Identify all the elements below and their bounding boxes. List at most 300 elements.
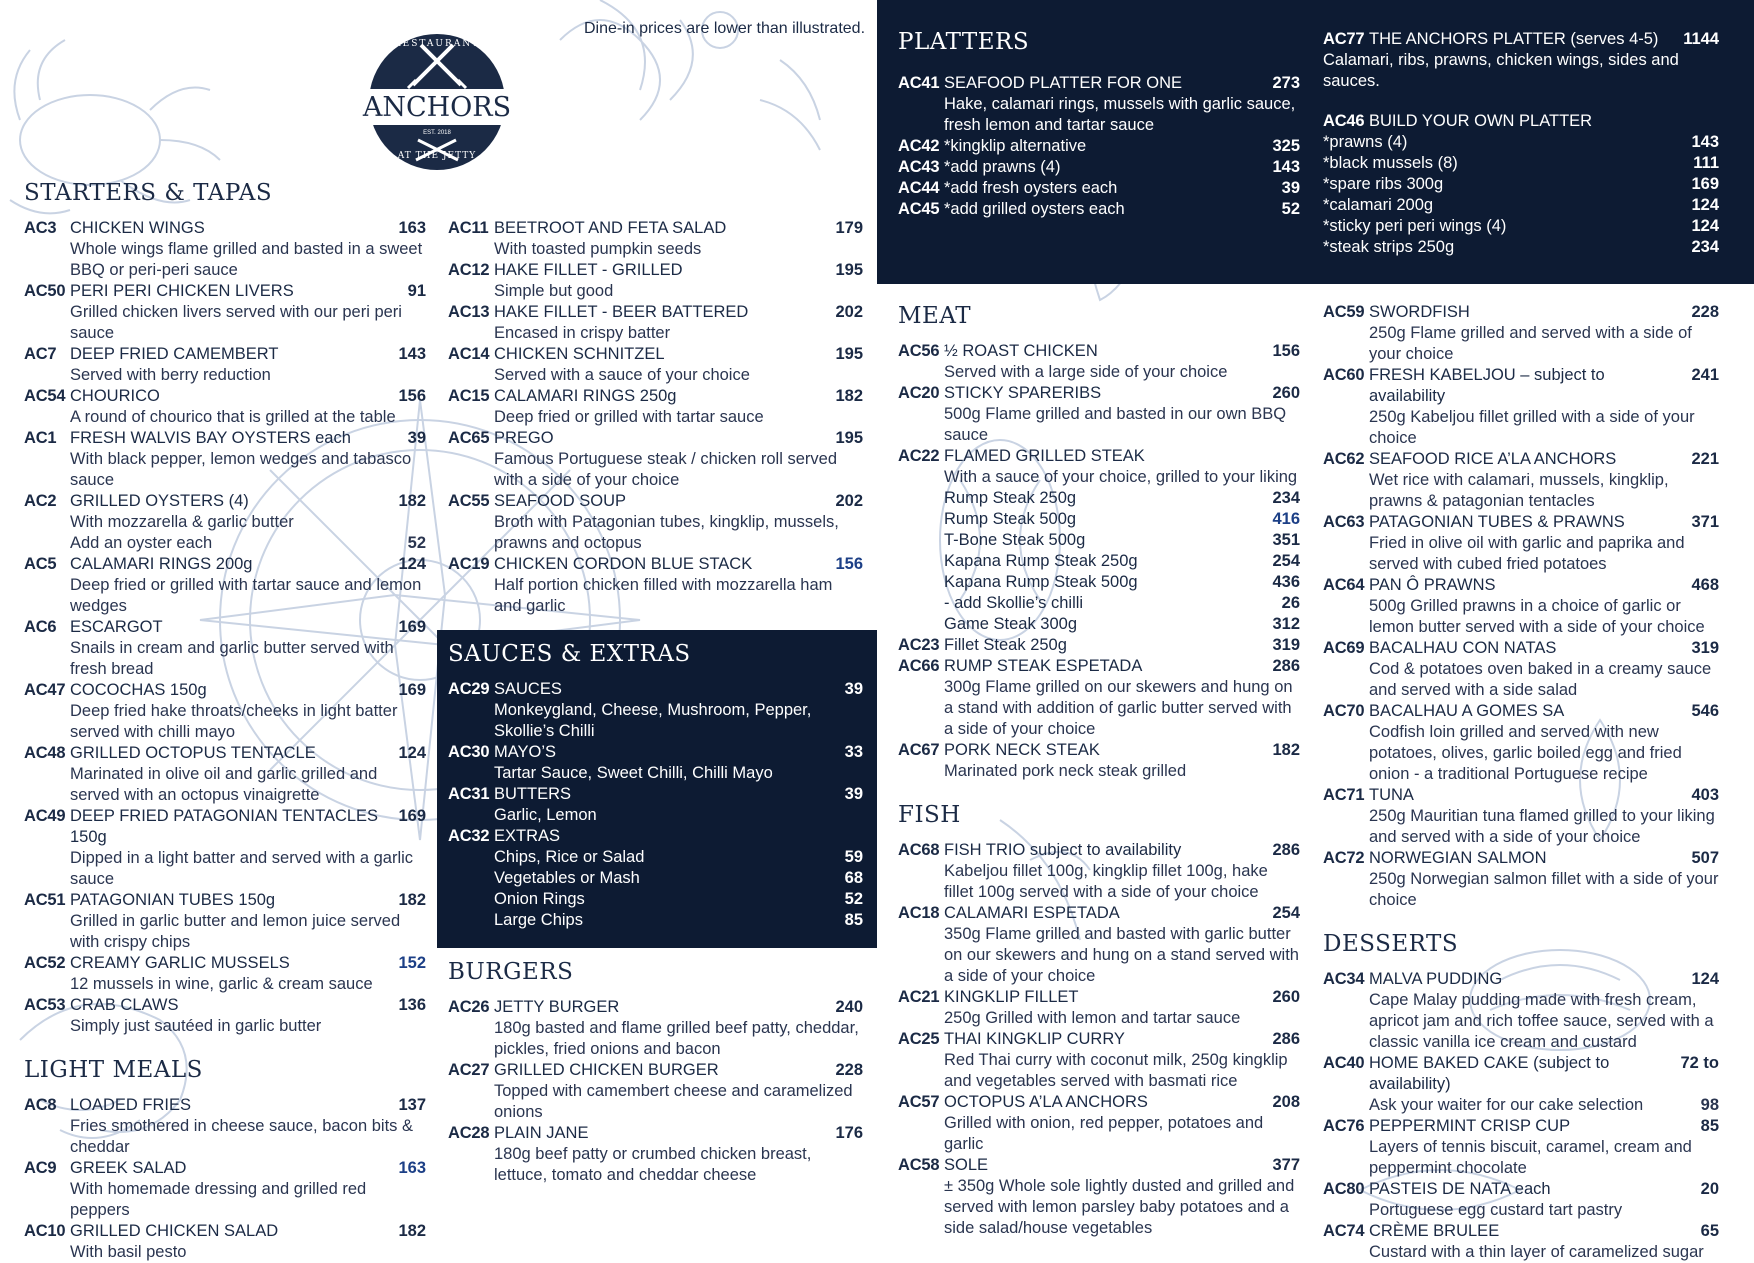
item-name: Fillet Steak 250g bbox=[944, 636, 1067, 654]
item-price bbox=[855, 826, 863, 847]
menu-item bbox=[448, 1060, 863, 1123]
item-code: AC69 bbox=[1323, 639, 1365, 657]
sub-item bbox=[448, 847, 863, 868]
item-code: AC6 bbox=[24, 618, 57, 636]
item-name: MAYO’S bbox=[494, 743, 557, 761]
item-price: 507 bbox=[1691, 849, 1719, 867]
item-code: AC52 bbox=[24, 954, 66, 972]
menu-item bbox=[24, 344, 426, 386]
item-price: 39 bbox=[407, 429, 426, 447]
platters-title: PLATTERS bbox=[898, 29, 1030, 55]
item-code: AC67 bbox=[898, 741, 940, 759]
item-description: Portuguese egg custard tart pastry bbox=[1369, 1201, 1623, 1219]
item-price: 39 bbox=[844, 680, 863, 698]
sub-label: Chips, Rice or Salad bbox=[494, 848, 645, 866]
menu-item bbox=[898, 136, 1300, 157]
light-meals-title: LIGHT MEALS bbox=[24, 1057, 203, 1083]
item-name: PEPPERMINT CRISP CUP bbox=[1369, 1117, 1571, 1135]
menu-item bbox=[448, 784, 863, 826]
item-name: CHICKEN CORDON BLUE STACK bbox=[494, 555, 753, 573]
column-1 bbox=[24, 180, 426, 1263]
item-description: 180g beef patty or crumbed chicken breast, lettuce, tomato and cheddar cheese bbox=[494, 1145, 812, 1184]
item-name: OCTOPUS A’LA ANCHORS bbox=[944, 1093, 1148, 1111]
column-2 bbox=[448, 218, 863, 617]
seafood-mains-list bbox=[1323, 302, 1719, 911]
platters-list bbox=[898, 73, 1300, 220]
item-code: AC27 bbox=[448, 1061, 490, 1079]
item-code: AC21 bbox=[898, 988, 940, 1006]
item-code: AC40 bbox=[1323, 1054, 1365, 1072]
item-description: 250g Norwegian salmon fillet with a side of your choice bbox=[1369, 870, 1719, 909]
sub-item bbox=[448, 889, 863, 910]
item-name: *add grilled oysters each bbox=[944, 200, 1125, 218]
item-name: SEAFOOD PLATTER FOR ONE bbox=[944, 74, 1183, 92]
item-name: SWORDFISH bbox=[1369, 303, 1470, 321]
item-price: 176 bbox=[835, 1124, 863, 1142]
item-price: 260 bbox=[1272, 988, 1300, 1006]
sub-item bbox=[898, 551, 1300, 572]
item-name: FRESH WALVIS BAY OYSTERS each bbox=[70, 429, 351, 447]
item-code: AC10 bbox=[24, 1222, 66, 1240]
logo-top-text: RESTAURANT bbox=[393, 39, 481, 49]
item-name: *add fresh oysters each bbox=[944, 179, 1118, 197]
menu-item bbox=[1323, 848, 1719, 911]
item-name: TUNA bbox=[1369, 786, 1414, 804]
item-price: 546 bbox=[1691, 702, 1719, 720]
item-name: FISH TRIO subject to availability bbox=[944, 841, 1182, 859]
menu-item bbox=[898, 341, 1300, 383]
anchors-logo bbox=[358, 30, 516, 174]
sub-price: 124 bbox=[1691, 196, 1719, 214]
item-price: 156 bbox=[835, 555, 863, 573]
item-name: GRILLED CHICKEN BURGER bbox=[494, 1061, 719, 1079]
sub-item bbox=[898, 593, 1300, 614]
item-code: AC45 bbox=[898, 200, 940, 218]
item-code: AC31 bbox=[448, 785, 490, 803]
sub-item bbox=[1323, 153, 1719, 174]
item-code: AC3 bbox=[24, 219, 57, 237]
item-price: 137 bbox=[398, 1096, 426, 1114]
item-description: 300g Flame grilled on our skewers and hung on a stand with addition of garlic butter served with a side of your choice bbox=[944, 678, 1293, 738]
mains-list bbox=[448, 218, 863, 617]
starters-list bbox=[24, 218, 426, 1037]
item-price: 202 bbox=[835, 303, 863, 321]
item-name: CALAMARI ESPETADA bbox=[944, 904, 1120, 922]
item-description: Encased in crispy batter bbox=[494, 324, 671, 342]
item-name: GRILLED OYSTERS (4) bbox=[70, 492, 249, 510]
item-name: FLAMED GRILLED STEAK bbox=[944, 447, 1145, 465]
sub-item bbox=[898, 509, 1300, 530]
item-description: 500g Grilled prawns in a choice of garlic or lemon butter served with a side of your choice bbox=[1369, 597, 1705, 636]
item-name: CREAMY GARLIC MUSSELS bbox=[70, 954, 290, 972]
item-description: Whole wings flame grilled and basted in a sweet BBQ or peri-peri sauce bbox=[70, 240, 423, 279]
sauces-section bbox=[448, 641, 863, 931]
logo-bottom-text: AT THE JETTY bbox=[397, 151, 477, 161]
item-code: AC76 bbox=[1323, 1117, 1365, 1135]
item-description: 500g Flame grilled and basted in our own BBQ sauce bbox=[944, 405, 1287, 444]
menu-item bbox=[448, 344, 863, 386]
logo-est: EST. 2018 bbox=[423, 130, 451, 136]
item-name: SOLE bbox=[944, 1156, 989, 1174]
item-description: Codfish loin grilled and served with new potatoes, olives, garlic boiled egg and fried onion - a traditional Portuguese recipe bbox=[1369, 723, 1682, 783]
item-name: PORK NECK STEAK bbox=[944, 741, 1100, 759]
sub-label: Rump Steak 500g bbox=[944, 510, 1077, 528]
sub-item bbox=[1323, 174, 1719, 195]
menu-item bbox=[898, 178, 1300, 199]
menu-item bbox=[448, 302, 863, 344]
item-name: ESCARGOT bbox=[70, 618, 163, 636]
item-description: Garlic, Lemon bbox=[494, 806, 597, 824]
sub-label: Game Steak 300g bbox=[944, 615, 1077, 633]
sub-label: Kapana Rump Steak 500g bbox=[944, 573, 1138, 591]
item-price: 182 bbox=[1272, 741, 1300, 759]
menu-item bbox=[24, 1221, 426, 1263]
column-4 bbox=[1323, 302, 1719, 1263]
sub-price: 52 bbox=[844, 890, 863, 908]
sub-price: 111 bbox=[1693, 154, 1719, 172]
description-text: Ask your waiter for our cake selection bbox=[1369, 1096, 1644, 1114]
menu-item bbox=[24, 617, 426, 680]
meat-title: MEAT bbox=[898, 303, 972, 329]
item-name: RUMP STEAK ESPETADA bbox=[944, 657, 1143, 675]
item-code: AC70 bbox=[1323, 702, 1365, 720]
sub-item bbox=[1323, 195, 1719, 216]
logo-name: ANCHORS bbox=[362, 92, 512, 123]
menu-item bbox=[1323, 365, 1719, 449]
sub-price: 68 bbox=[844, 869, 863, 887]
item-name: THAI KINGKLIP CURRY bbox=[944, 1030, 1125, 1048]
item-code: AC1 bbox=[24, 429, 57, 447]
item-name: CALAMARI RINGS 200g bbox=[70, 555, 253, 573]
item-name: BACALHAU CON NATAS bbox=[1369, 639, 1557, 657]
item-code: AC47 bbox=[24, 681, 66, 699]
item-price: 163 bbox=[398, 219, 426, 237]
item-description: Topped with camembert cheese and caramelized onions bbox=[494, 1082, 853, 1121]
item-name: PREGO bbox=[494, 429, 554, 447]
item-name: *kingklip alternative bbox=[944, 137, 1087, 155]
item-description: Fries smothered in cheese sauce, bacon bits & cheddar bbox=[70, 1117, 414, 1156]
fish-title: FISH bbox=[898, 802, 961, 828]
menu-item bbox=[448, 826, 863, 847]
item-description: Dipped in a light batter and served with a garlic sauce bbox=[70, 849, 414, 888]
item-description: 12 mussels in wine, garlic & cream sauce bbox=[70, 975, 373, 993]
sub-price: 59 bbox=[844, 848, 863, 866]
item-description: 250g Grilled with lemon and tartar sauce bbox=[944, 1009, 1241, 1027]
menu-item bbox=[448, 260, 863, 302]
sub-price: 124 bbox=[1691, 217, 1719, 235]
item-price bbox=[1292, 446, 1300, 467]
item-price: 124 bbox=[1691, 970, 1719, 988]
desserts-title: DESSERTS bbox=[1323, 931, 1459, 957]
menu-item bbox=[898, 1155, 1300, 1239]
menu-item bbox=[448, 491, 863, 554]
item-extra bbox=[70, 533, 426, 554]
item-price: 136 bbox=[398, 996, 426, 1014]
item-code: AC5 bbox=[24, 555, 57, 573]
item-name: PAN Ô PRAWNS bbox=[1369, 576, 1496, 594]
menu-item bbox=[898, 383, 1300, 446]
menu-item bbox=[24, 1095, 426, 1158]
burgers-title: BURGERS bbox=[448, 959, 574, 985]
menu-item bbox=[898, 1092, 1300, 1155]
item-code: AC29 bbox=[448, 680, 490, 698]
item-price: 156 bbox=[398, 387, 426, 405]
menu-item bbox=[24, 386, 426, 428]
menu-item bbox=[1323, 1116, 1719, 1179]
item-price: 182 bbox=[835, 387, 863, 405]
menu-item bbox=[1323, 969, 1719, 1053]
item-name: LOADED FRIES bbox=[70, 1096, 192, 1114]
item-name: SEAFOOD RICE A’LA ANCHORS bbox=[1369, 450, 1617, 468]
item-name: NORWEGIAN SALMON bbox=[1369, 849, 1547, 867]
sub-price: 436 bbox=[1272, 573, 1300, 591]
item-name: CRAB CLAWS bbox=[70, 996, 179, 1014]
item-price: 377 bbox=[1272, 1156, 1300, 1174]
item-description: Marinated pork neck steak grilled bbox=[944, 762, 1187, 780]
item-description: Served with a large side of your choice bbox=[944, 363, 1228, 381]
item-price: 228 bbox=[1691, 303, 1719, 321]
sub-item bbox=[1323, 132, 1719, 153]
sub-label: *spare ribs 300g bbox=[1323, 175, 1444, 193]
item-name: CHICKEN SCHNITZEL bbox=[494, 345, 665, 363]
item-description: With toasted pumpkin seeds bbox=[494, 240, 702, 258]
sauces-title: SAUCES & EXTRAS bbox=[448, 641, 691, 667]
item-description: With basil pesto bbox=[70, 1243, 187, 1261]
item-code: AC30 bbox=[448, 743, 490, 761]
item-description bbox=[1369, 1095, 1719, 1116]
menu-item bbox=[24, 680, 426, 743]
item-description: Deep fried hake throats/cheeks in light batter served with chilli mayo bbox=[70, 702, 398, 741]
item-name: BUTTERS bbox=[494, 785, 572, 803]
item-code: AC54 bbox=[24, 387, 66, 405]
item-code: AC15 bbox=[448, 387, 490, 405]
item-price: 163 bbox=[398, 1159, 426, 1177]
meat-fish-column bbox=[898, 303, 1300, 1239]
item-code: AC55 bbox=[448, 492, 490, 510]
item-description: With homemade dressing and grilled red peppers bbox=[70, 1180, 367, 1219]
item-code: AC49 bbox=[24, 807, 66, 825]
item-code: AC8 bbox=[24, 1096, 57, 1114]
menu-item bbox=[898, 157, 1300, 178]
sub-item bbox=[898, 572, 1300, 593]
menu-item bbox=[24, 428, 426, 491]
menu-item bbox=[1323, 1221, 1719, 1263]
menu-item bbox=[24, 554, 426, 617]
sub-item bbox=[898, 488, 1300, 509]
item-price: 286 bbox=[1272, 1030, 1300, 1048]
item-price: 179 bbox=[835, 219, 863, 237]
item-price: 254 bbox=[1272, 904, 1300, 922]
platters-right-section bbox=[1323, 29, 1719, 258]
menu-item bbox=[448, 218, 863, 260]
item-description: Marinated in olive oil and garlic grilled and served with an octopus vinaigrette bbox=[70, 765, 378, 804]
item-price: 241 bbox=[1691, 366, 1719, 384]
dine-in-note: Dine-in prices are lower than illustrated. bbox=[584, 20, 866, 37]
menu-item bbox=[24, 743, 426, 806]
item-name: PLAIN JANE bbox=[494, 1124, 589, 1142]
menu-item bbox=[448, 428, 863, 491]
item-name: DEEP FRIED CAMEMBERT bbox=[70, 345, 279, 363]
item-code: AC64 bbox=[1323, 576, 1365, 594]
item-code: AC58 bbox=[898, 1156, 940, 1174]
item-description: Kabeljou fillet 100g, kingklip fillet 100g, hake fillet 100g served with a side of your choice bbox=[944, 862, 1268, 901]
item-name: DEEP FRIED PATAGONIAN TENTACLES 150g bbox=[70, 807, 379, 846]
item-price: 124 bbox=[398, 744, 426, 762]
item-description: Grilled with onion, red pepper, potatoes and garlic bbox=[944, 1114, 1264, 1153]
item-code: AC50 bbox=[24, 282, 66, 300]
menu-item bbox=[1323, 638, 1719, 701]
item-price: 182 bbox=[398, 891, 426, 909]
item-code: AC77 bbox=[1323, 30, 1365, 48]
item-code: AC72 bbox=[1323, 849, 1365, 867]
sub-label: *steak strips 250g bbox=[1323, 238, 1455, 256]
item-price: 39 bbox=[844, 785, 863, 803]
sub-label: Vegetables or Mash bbox=[494, 869, 640, 887]
menu-item bbox=[1323, 512, 1719, 575]
sub-label: *black mussels (8) bbox=[1323, 154, 1458, 172]
item-description: 250g Kabeljou fillet grilled with a side of your choice bbox=[1369, 408, 1695, 447]
item-price: 39 bbox=[1281, 179, 1300, 197]
item-code: AC41 bbox=[898, 74, 940, 92]
menu-item bbox=[1323, 1053, 1719, 1116]
sauces-list bbox=[448, 679, 863, 847]
sub-label: Onion Rings bbox=[494, 890, 585, 908]
item-name: HOME BAKED CAKE (subject to availability) bbox=[1369, 1054, 1610, 1093]
item-price: 195 bbox=[835, 429, 863, 447]
item-code: AC59 bbox=[1323, 303, 1365, 321]
burgers-section bbox=[448, 959, 863, 1186]
menu-item bbox=[448, 1123, 863, 1186]
menu-item bbox=[898, 740, 1300, 782]
item-price: 156 bbox=[1272, 342, 1300, 360]
item-name: BACALHAU A GOMES SA bbox=[1369, 702, 1565, 720]
item-code: AC62 bbox=[1323, 450, 1365, 468]
item-description: Cape Malay pudding made with fresh cream, apricot jam and rich toffee sauce, served with a classic vanilla ice cream and custard bbox=[1369, 991, 1714, 1051]
sub-label: *calamari 200g bbox=[1323, 196, 1434, 214]
item-name: MALVA PUDDING bbox=[1369, 970, 1503, 988]
sub-item bbox=[898, 530, 1300, 551]
menu-item bbox=[898, 73, 1300, 136]
item-name: PASTEIS DE NATA each bbox=[1369, 1180, 1551, 1198]
extra-price: 52 bbox=[407, 534, 426, 552]
item-code: AC60 bbox=[1323, 366, 1365, 384]
item-description: Grilled in garlic butter and lemon juice served with crispy chips bbox=[70, 912, 401, 951]
item-name: PATAGONIAN TUBES & PRAWNS bbox=[1369, 513, 1625, 531]
extras-list bbox=[448, 847, 863, 931]
light-meals-list bbox=[24, 1095, 426, 1263]
item-code: AC46 bbox=[1323, 112, 1365, 130]
sub-item bbox=[448, 868, 863, 889]
sub-price: 234 bbox=[1691, 238, 1719, 256]
item-description: Monkeygland, Cheese, Mushroom, Pepper, Skollie’s Chilli bbox=[494, 701, 812, 740]
item-name: CALAMARI RINGS 250g bbox=[494, 387, 677, 405]
sub-label: T-Bone Steak 500g bbox=[944, 531, 1086, 549]
item-price: 208 bbox=[1272, 1093, 1300, 1111]
menu-item bbox=[1323, 29, 1719, 92]
item-price: 286 bbox=[1272, 657, 1300, 675]
menu-item bbox=[24, 806, 426, 890]
item-name: THE ANCHORS PLATTER (serves 4-5) bbox=[1369, 30, 1659, 48]
item-description: Snails in cream and garlic butter served with fresh bread bbox=[70, 639, 394, 678]
item-price: 319 bbox=[1691, 639, 1719, 657]
item-code: AC66 bbox=[898, 657, 940, 675]
item-price: 182 bbox=[398, 1222, 426, 1240]
sub-label: - add Skollie’s chilli bbox=[944, 594, 1084, 612]
item-code: AC65 bbox=[448, 429, 490, 447]
item-name: FRESH KABELJOU – subject to availability bbox=[1369, 366, 1605, 405]
item-code: AC74 bbox=[1323, 1222, 1365, 1240]
menu-item bbox=[898, 987, 1300, 1029]
item-code: AC57 bbox=[898, 1093, 940, 1111]
item-name: SAUCES bbox=[494, 680, 562, 698]
menu-item bbox=[1323, 575, 1719, 638]
item-name: SEAFOOD SOUP bbox=[494, 492, 627, 510]
item-description: Broth with Patagonian tubes, kingklip, mussels, prawns and octopus bbox=[494, 513, 839, 552]
item-code: AC34 bbox=[1323, 970, 1365, 988]
item-name: GRILLED OCTOPUS TENTACLE bbox=[70, 744, 316, 762]
menu-item bbox=[1323, 1179, 1719, 1221]
item-code: AC63 bbox=[1323, 513, 1365, 531]
item-code: AC26 bbox=[448, 998, 490, 1016]
item-description: Deep fried or grilled with tartar sauce bbox=[494, 408, 764, 426]
menu-item bbox=[448, 554, 863, 617]
item-price: 33 bbox=[844, 743, 863, 761]
item-code: AC20 bbox=[898, 384, 940, 402]
menu-item bbox=[448, 742, 863, 784]
item-price: 325 bbox=[1272, 137, 1300, 155]
sub-price: 26 bbox=[1281, 594, 1300, 612]
item-price: 371 bbox=[1691, 513, 1719, 531]
item-name: GREEK SALAD bbox=[70, 1159, 187, 1177]
menu-item bbox=[448, 679, 863, 742]
item-description: With black pepper, lemon wedges and tabasco sauce bbox=[70, 450, 412, 489]
menu-item bbox=[24, 1158, 426, 1221]
item-price: 468 bbox=[1691, 576, 1719, 594]
item-code: AC32 bbox=[448, 827, 490, 845]
description-price: 98 bbox=[1700, 1096, 1719, 1114]
item-description: A round of chourico that is grilled at the table bbox=[70, 408, 396, 426]
item-price: 1144 bbox=[1683, 30, 1719, 48]
item-price: 91 bbox=[407, 282, 426, 300]
item-code: AC53 bbox=[24, 996, 66, 1014]
sub-item bbox=[1323, 216, 1719, 237]
menu-item bbox=[898, 199, 1300, 220]
item-price: 195 bbox=[835, 261, 863, 279]
anchors-platter bbox=[1323, 29, 1719, 92]
menu-item bbox=[1323, 111, 1719, 132]
item-name: EXTRAS bbox=[494, 827, 561, 845]
item-description: Deep fried or grilled with tartar sauce and lemon wedges bbox=[70, 576, 422, 615]
item-code: AC13 bbox=[448, 303, 490, 321]
item-code: AC19 bbox=[448, 555, 490, 573]
menu-item bbox=[1323, 701, 1719, 785]
item-price: 20 bbox=[1700, 1180, 1719, 1198]
item-price: 169 bbox=[398, 807, 426, 825]
item-price: 286 bbox=[1272, 841, 1300, 859]
item-description: Cod & potatoes oven baked in a creamy sauce and served with a side salad bbox=[1369, 660, 1712, 699]
item-description: With a sauce of your choice, grilled to your liking bbox=[944, 468, 1298, 486]
item-name: STICKY SPARERIBS bbox=[944, 384, 1102, 402]
item-name: KINGKLIP FILLET bbox=[944, 988, 1079, 1006]
menu-item bbox=[24, 890, 426, 953]
sub-price: 254 bbox=[1272, 552, 1300, 570]
item-name: HAKE FILLET - BEER BATTERED bbox=[494, 303, 749, 321]
item-description: Famous Portuguese steak / chicken roll served with a side of your choice bbox=[494, 450, 837, 489]
item-description: 180g basted and flame grilled beef patty, cheddar, pickles, fried onions and bacon bbox=[494, 1019, 859, 1058]
menu-item bbox=[898, 635, 1300, 656]
item-name: *add prawns (4) bbox=[944, 158, 1061, 176]
item-description: ± 350g Whole sole lightly dusted and grilled and served with lemon parsley baby potatoes and a side salad/house vegetables bbox=[944, 1177, 1295, 1237]
